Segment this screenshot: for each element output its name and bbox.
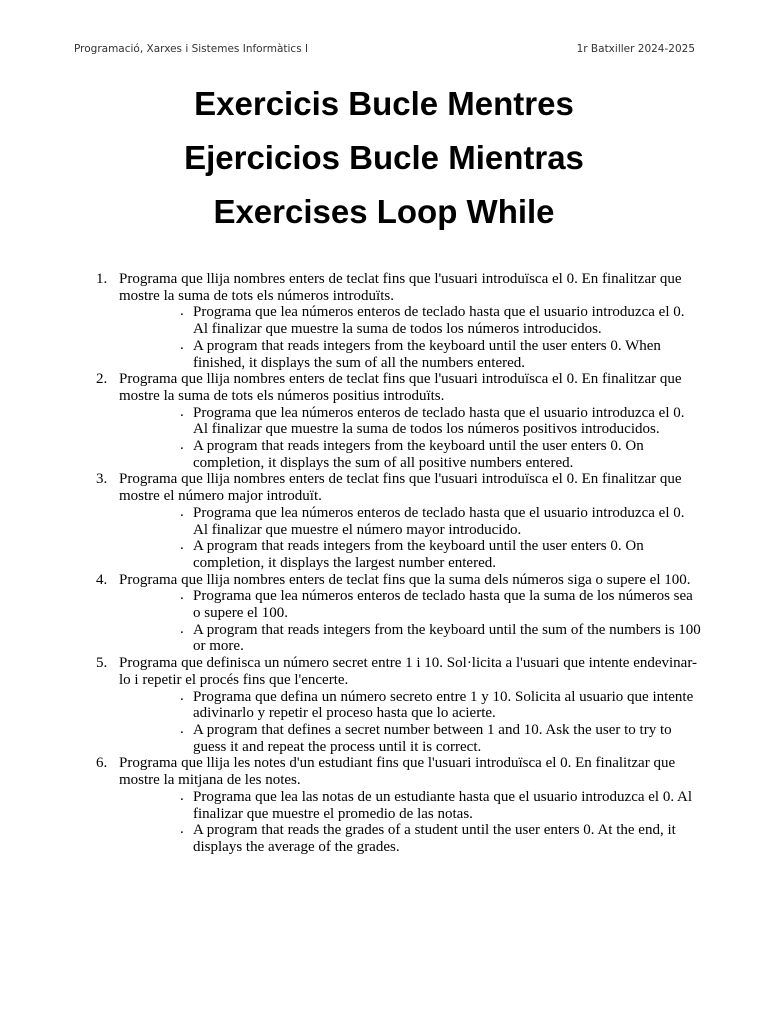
bullet-marker: . (180, 336, 184, 353)
exercise-text-spanish: Programa que lea números enteros de teclado hasta que la suma de los números sea o supere el 100. (193, 588, 693, 622)
translation-item (166, 822, 702, 855)
exercise-text-spanish: Programa que lea números enteros de teclado hasta que el usuario introduzca el 0. Al finalizar que muestre la suma de todos los números introducidos. (193, 304, 685, 338)
exercise-text-english: A program that reads the grades of a student until the user enters 0. At the end, it displays the average of the grades. (193, 822, 676, 855)
exercise-item (92, 471, 702, 571)
course-name: Programació, Xarxes i Sistemes Informàtics I (74, 43, 309, 55)
exercise-text-catalan: Programa que llija nombres enters de teclat fins que l'usuari introduïsca el 0. En finalitzar que mostre el número major introduït. (119, 471, 682, 505)
translation-item (166, 689, 702, 722)
exercise-item (92, 371, 702, 471)
translation-item (166, 405, 702, 438)
translation-list (119, 405, 702, 472)
bullet-marker: . (180, 503, 184, 520)
exercise-text-catalan: Programa que llija nombres enters de teclat fins que l'usuari introduïsca el 0. En finalitzar que mostre la suma de tots els números introduïts. (119, 271, 682, 304)
translation-list (119, 588, 702, 655)
exercise-text-spanish: Programa que lea las notas de un estudiante hasta que el usuario introduzca el 0. Al finalizar que muestre el promedio de las notas. (193, 788, 693, 822)
translation-item (166, 789, 702, 822)
page-header (74, 43, 695, 55)
exercise-text-catalan: Programa que llija les notes d'un estudiant fins que l'usuari introduïsca el 0. En finalitzar que mostre la mitjana de les notes. (119, 755, 676, 789)
exercise-text-catalan: Programa que llija nombres enters de teclat fins que l'usuari introduïsca el 0. En finalitzar que mostre la suma de tots els números positius introduïts. (119, 371, 682, 404)
exercise-number: 2. (96, 371, 108, 388)
translation-item (166, 538, 702, 571)
title-catalan: Exercicis Bucle Mentres (194, 85, 574, 122)
exercise-list (92, 271, 702, 856)
title-english: Exercises Loop While (213, 193, 555, 230)
translation-item (166, 588, 702, 621)
exercise-text-spanish: Programa que lea números enteros de teclado hasta que el usuario introduzca el 0. Al finalizar que muestre la suma de todos los números positivos introducidos. (193, 404, 685, 438)
exercise-text-catalan: Programa que definisca un número secret entre 1 i 10. Sol·licita a l'usuari que intente endevinar-lo i repetir el procés fins que l'encerte. (119, 655, 698, 688)
translation-item (166, 338, 702, 371)
exercise-number: 1. (96, 271, 108, 287)
bullet-marker: . (180, 303, 184, 320)
exercise-text-english: A program that defines a secret number between 1 and 10. Ask the user to try to guess it and repeat the process until it is correct. (193, 721, 672, 755)
translation-item (166, 304, 702, 337)
exercise-text-english: A program that reads integers from the keyboard until the user enters 0. When finished, it displays the sum of all the numbers entered. (193, 337, 661, 371)
translation-item (166, 722, 702, 755)
translation-item (166, 622, 702, 655)
exercise-item (92, 271, 702, 371)
bullet-marker: . (180, 403, 184, 420)
translation-list (119, 505, 702, 572)
course-year: 1r Batxiller 2024-2025 (576, 43, 695, 55)
exercise-number: 6. (96, 755, 108, 772)
bullet-marker: . (180, 787, 184, 804)
translation-item (166, 505, 702, 538)
exercise-text-spanish: Programa que defina un número secreto entre 1 y 10. Solicita al usuario que intente adivinarlo y repetir el proceso hasta que lo acierte. (193, 688, 694, 722)
exercise-item (92, 572, 702, 656)
title-spanish: Ejercicios Bucle Mientras (184, 139, 584, 176)
exercise-number: 4. (96, 571, 108, 588)
bullet-marker: . (180, 537, 184, 554)
exercise-text-catalan: Programa que llija nombres enters de teclat fins que la suma dels números siga o supere el 100. (119, 571, 691, 588)
translation-list (119, 689, 702, 756)
exercise-text-spanish: Programa que lea números enteros de teclado hasta que el usuario introduzca el 0. Al finalizar que muestre el número mayor introducido. (193, 504, 685, 538)
exercise-text-english: A program that reads integers from the keyboard until the user enters 0. On completion, it displays the sum of all positive numbers entered. (193, 438, 644, 471)
title-block (0, 82, 768, 244)
exercise-item (92, 755, 702, 855)
translation-item (166, 438, 702, 471)
bullet-marker: . (180, 620, 184, 637)
exercise-number: 5. (96, 655, 108, 672)
translation-list (119, 789, 702, 856)
bullet-marker: . (180, 821, 184, 838)
bullet-marker: . (180, 720, 184, 737)
translation-list (119, 304, 702, 371)
bullet-marker: . (180, 437, 184, 454)
bullet-marker: . (180, 587, 184, 604)
exercise-number: 3. (96, 471, 108, 488)
exercise-text-english: A program that reads integers from the keyboard until the user enters 0. On completion, it displays the largest number entered. (193, 538, 644, 571)
bullet-marker: . (180, 687, 184, 704)
exercise-text-english: A program that reads integers from the keyboard until the sum of the numbers is 100 or more. (193, 621, 701, 655)
exercise-item (92, 655, 702, 755)
